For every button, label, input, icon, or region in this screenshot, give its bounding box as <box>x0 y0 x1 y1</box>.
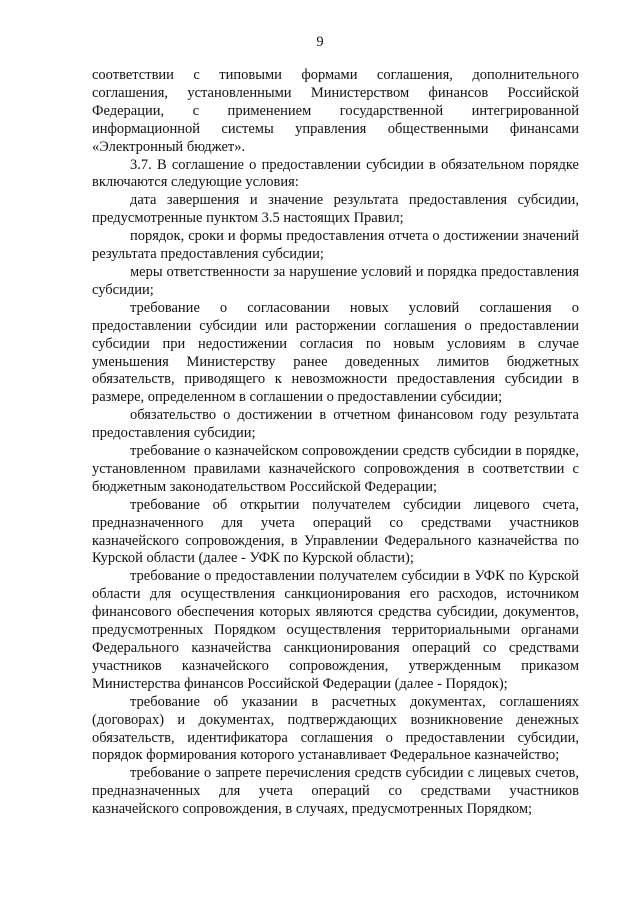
paragraph-condition-treasury-support: требование о казначейском сопровождении средств субсидии в порядке, установленном правилами казначейского сопровождения в соответствии с бюджетным законодательством Российской Федерации; <box>92 443 579 495</box>
paragraph-continuation: соответствии с типовыми формами соглашения, дополнительного соглашения, установленными Министерством финансов Российской Федерации, с применением государственной интегрированной информационной системы управления общественными финансами «Электронный бюджет». <box>92 67 579 155</box>
paragraph-condition-identifier: требование об указании в расчетных документах, соглашениях (договорах) и документах, подтверждающих возникновение денежных обязательств, идентификатора соглашения о предоставлении субсидии, порядок формирования которого устанавливает Федеральное казначейство; <box>92 693 579 764</box>
paragraph-clause-3-7: 3.7. В соглашение о предоставлении субсидии в обязательном порядке включаются следующие условия: <box>92 156 579 191</box>
paragraph-condition-result-obligation: обязательство о достижении в отчетном финансовом году результата предоставления субсидии; <box>92 407 579 442</box>
paragraph-condition-documents: требование о предоставлении получателем субсидии в УФК по Курской области для осуществления санкционирования его расходов, источником финансового обеспечения которых являются средства субсидии, документов, предусмотренных Порядком осуществления территориальными органами Федерального казначейства санкционирования операций со средствами участников казначейского сопровождения, утвержденным приказом Министерства финансов Российской Федерации (далее - Порядок); <box>92 568 579 692</box>
document-body <box>92 67 579 819</box>
paragraph-condition-personal-account: требование об открытии получателем субсидии лицевого счета, предназначенного для учета операций со средствами участников казначейского сопровождения, в Управлении Федерального казначейства по Курской области (далее - УФК по Курской области); <box>92 496 579 567</box>
paragraph-condition-liability: меры ответственности за нарушение условий и порядка предоставления субсидии; <box>92 263 579 298</box>
paragraph-condition-report-order: порядок, сроки и формы предоставления отчета о достижении значений результата предоставления субсидии; <box>92 228 579 263</box>
paragraph-condition-transfer-ban: требование о запрете перечисления средств субсидии с лицевых счетов, предназначенных для учета операций со средствами участников казначейского сопровождения, в случаях, предусмотренных Порядком; <box>92 765 579 818</box>
page-number: 9 <box>316 34 324 50</box>
paragraph-condition-result-date: дата завершения и значение результата предоставления субсидии, предусмотренные пунктом 3.5 настоящих Правил; <box>92 192 579 227</box>
paragraph-condition-new-terms: требование о согласовании новых условий соглашения о предоставлении субсидии или расторжении соглашения о предоставлении субсидии при недостижении согласия по новым условиям в случае уменьшения Министерству ранее доведенных лимитов бюджетных обязательств, приводящего к невозможности предоставления субсидии в размере, определенном в соглашении о предоставлении субсидии; <box>92 299 579 406</box>
